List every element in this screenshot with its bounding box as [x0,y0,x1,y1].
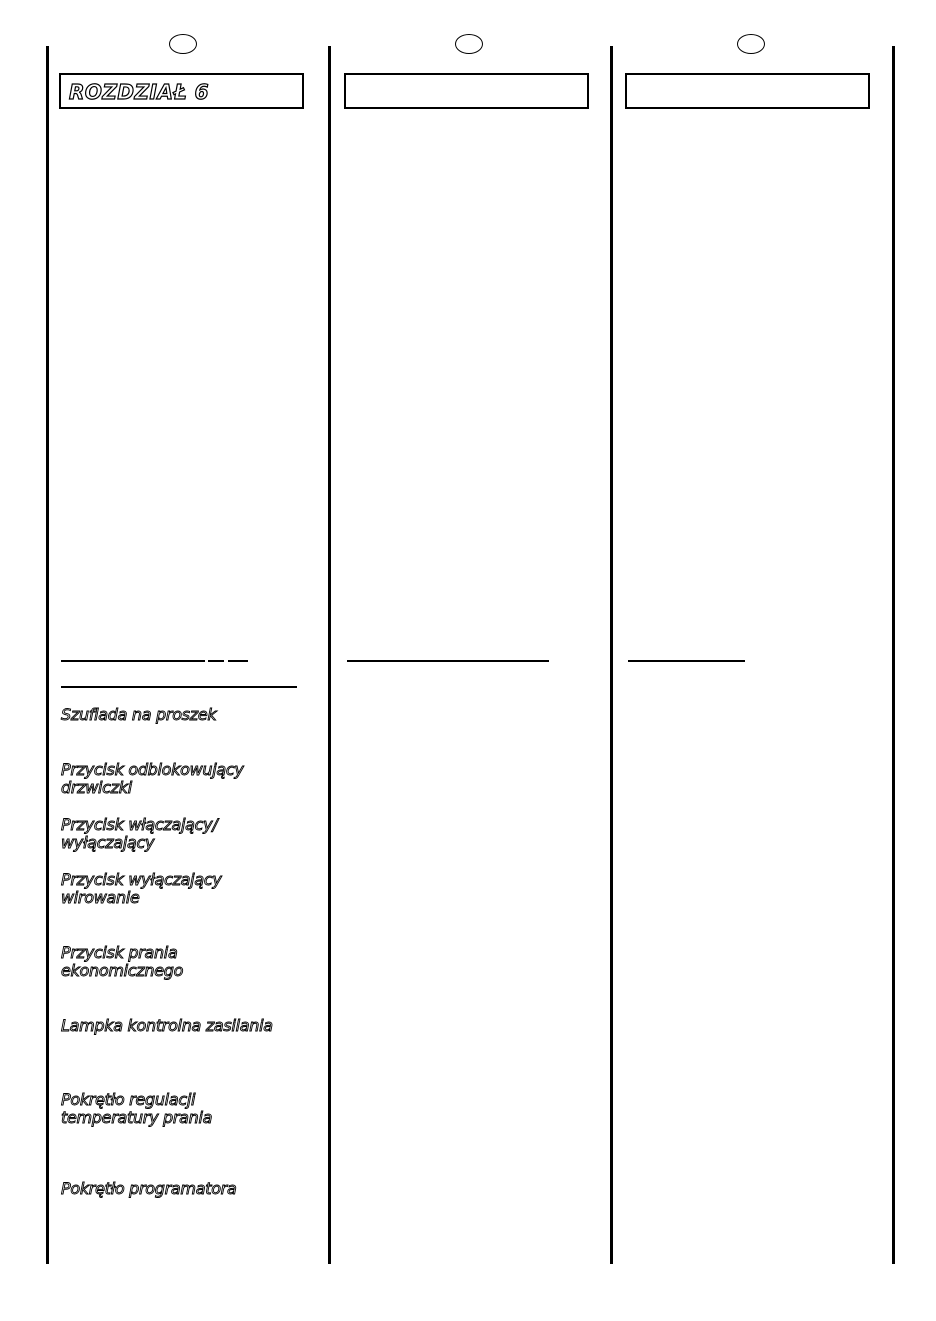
language-badge-column-1 [169,34,197,54]
chapter-title: ROZDZIAŁ 6 [69,80,210,104]
chapter-header-column-2 [344,73,589,109]
column-divider-right [892,46,895,1264]
section-underline-column-1d [61,686,297,688]
language-badge-column-2 [455,34,483,54]
chapter-header-column-3 [625,73,870,109]
section-underline-column-1c [228,660,248,662]
list-item-economy-wash-button: Przycisk prania ekonomicznego [61,943,184,980]
list-item-spin-exclusion-button: Przycisk wyłączający wirowanie [61,870,222,907]
list-item-door-release-button: Przycisk odblokowujący drzwiczki [61,760,244,797]
section-underline-column-2 [347,660,549,662]
section-underline-column-1a [61,660,205,662]
section-underline-column-3 [628,660,745,662]
list-item-on-off-button: Przycisk włączający/ wyłączający [61,815,218,852]
list-item-programme-selector-knob: Pokrętło programatora [61,1179,237,1198]
language-badge-column-3 [737,34,765,54]
list-item-power-indicator-light: Lampka kontrolna zasilania [61,1016,273,1035]
column-divider-left [46,46,49,1264]
list-item-powder-drawer: Szuflada na proszek [61,705,217,724]
column-divider-middle-right [610,46,613,1264]
list-item-temperature-knob: Pokrętło regulacji temperatury prania [61,1090,213,1127]
chapter-header-column-1 [59,73,304,109]
column-divider-middle-left [328,46,331,1264]
section-underline-column-1b [208,660,224,662]
